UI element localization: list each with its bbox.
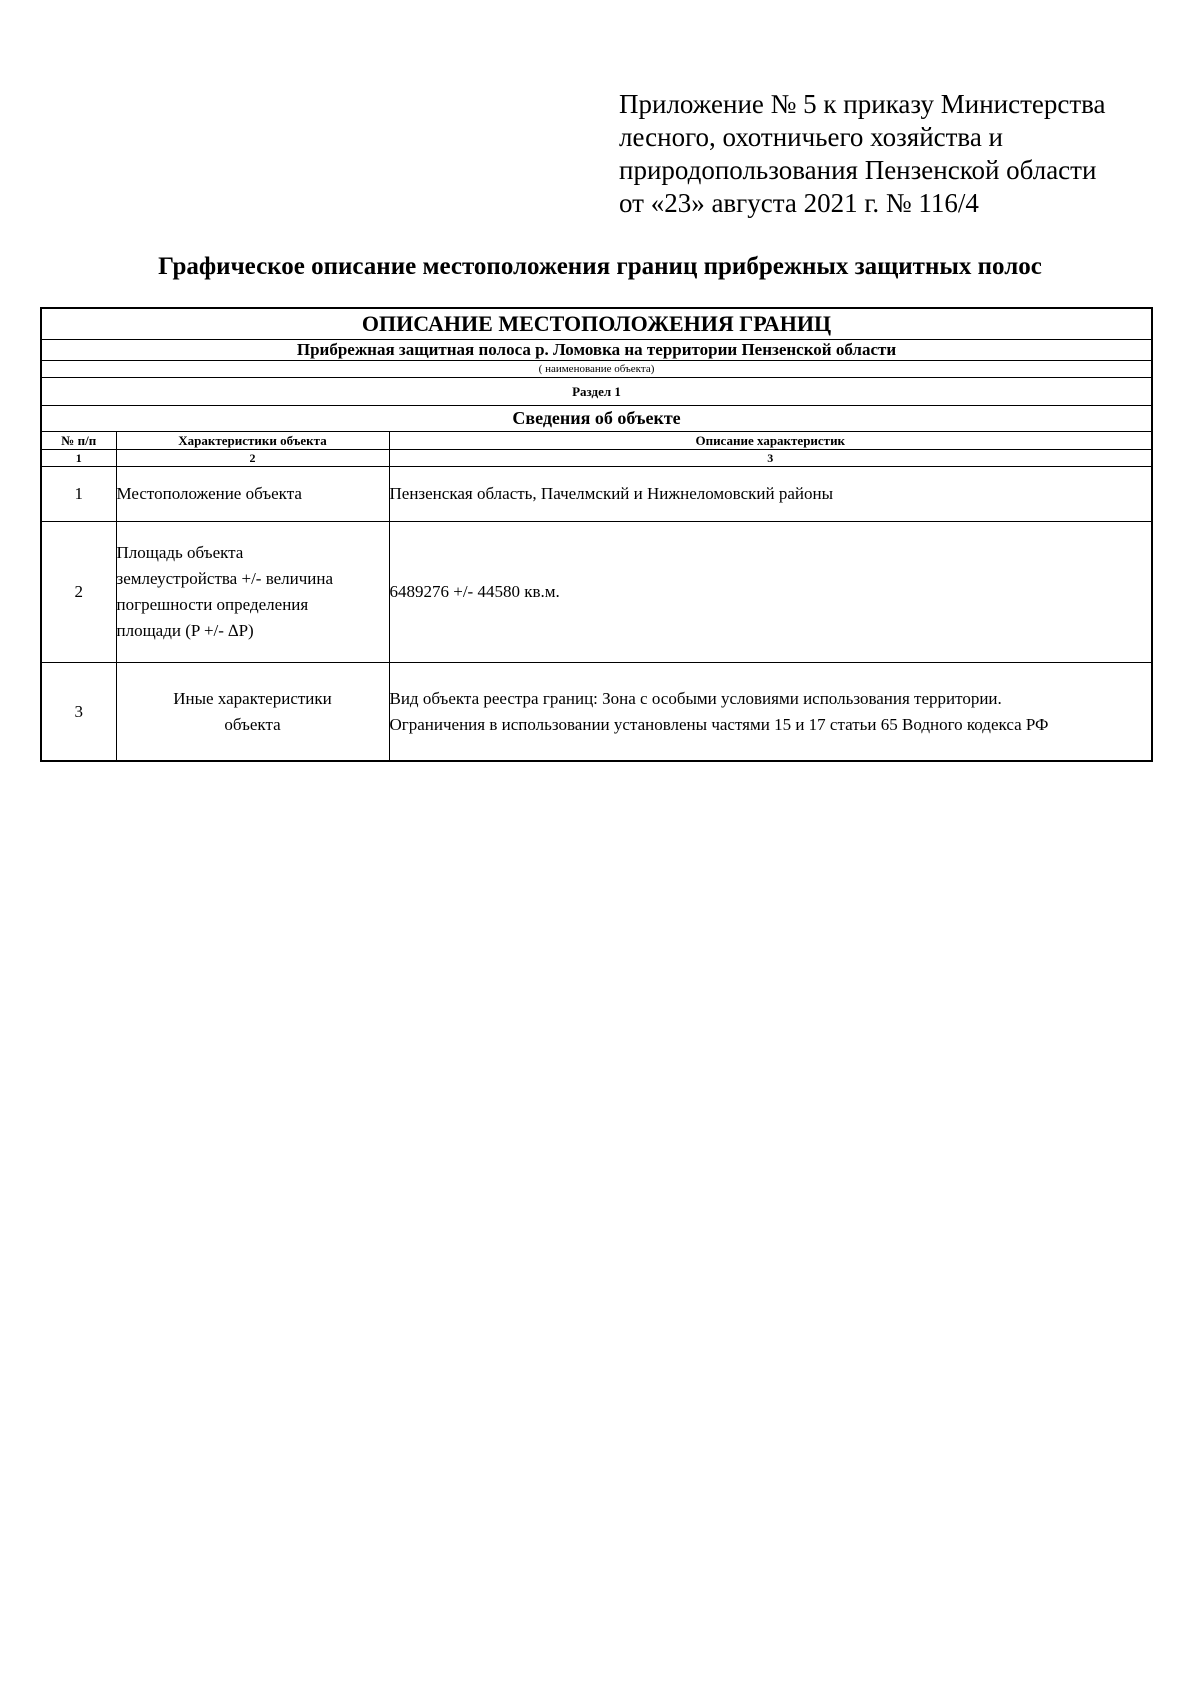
row-characteristic: Местоположение объекта [116, 467, 389, 522]
document-title: Графическое описание местоположения границ прибрежных защитных полос [158, 253, 1042, 280]
appendix-line: от «23» августа 2021 г. № 116/4 [619, 188, 979, 218]
section-label: Раздел 1 [41, 378, 1152, 406]
row-characteristic [116, 663, 389, 762]
column-number: 2 [116, 450, 389, 467]
row-characteristic [116, 522, 389, 663]
table-row [41, 467, 1152, 522]
column-header: Описание характеристик [389, 432, 1152, 450]
appendix-line: природопользования Пензенской области [619, 155, 1097, 185]
column-header: Характеристики объекта [116, 432, 389, 450]
appendix-line: лесного, охотничьего хозяйства и [619, 122, 1003, 152]
row-description: 6489276 +/- 44580 кв.м. [389, 522, 1152, 663]
section-title: Сведения об объекте [41, 406, 1152, 432]
appendix-note [619, 88, 1179, 220]
column-number: 1 [41, 450, 116, 467]
object-name-row [41, 340, 1152, 361]
row-description: Пензенская область, Пачелмский и Нижнеломовский районы [389, 467, 1152, 522]
column-number-row [41, 450, 1152, 467]
object-name-caption-row [41, 361, 1152, 378]
table-heading-row [41, 308, 1152, 340]
appendix-line: Приложение № 5 к приказу Министерства [619, 89, 1106, 119]
column-number: 3 [389, 450, 1152, 467]
column-header: № п/п [41, 432, 116, 450]
column-header-row [41, 432, 1152, 450]
table-row [41, 663, 1152, 762]
characteristic-line: площади (P +/- ∆P) [116, 621, 254, 640]
characteristic-line: Площадь объекта [116, 543, 244, 562]
description-line: Ограничения в использовании установлены частями 15 и 17 статьи 65 Водного кодекса РФ [389, 714, 1049, 734]
object-name: Прибрежная защитная полоса р. Ломовка на территории Пензенской области [41, 340, 1152, 361]
characteristic-line: объекта [224, 714, 281, 734]
characteristic-line: погрешности определения [116, 595, 309, 614]
table-heading: ОПИСАНИЕ МЕСТОПОЛОЖЕНИЯ ГРАНИЦ [41, 308, 1152, 340]
boundary-description-table [40, 307, 1153, 762]
row-description [389, 663, 1152, 762]
object-name-caption: ( наименование объекта) [41, 361, 1152, 378]
description-line: Вид объекта реестра границ: Зона с особыми условиями использования территории. [389, 688, 1002, 708]
characteristic-line: землеустройства +/- величина [116, 569, 334, 588]
section-title-row [41, 406, 1152, 432]
row-number: 1 [41, 467, 116, 522]
table-row [41, 522, 1152, 663]
row-number: 2 [41, 522, 116, 663]
row-number: 3 [41, 663, 116, 762]
characteristic-line: Иные характеристики [173, 688, 332, 708]
section-row [41, 378, 1152, 406]
